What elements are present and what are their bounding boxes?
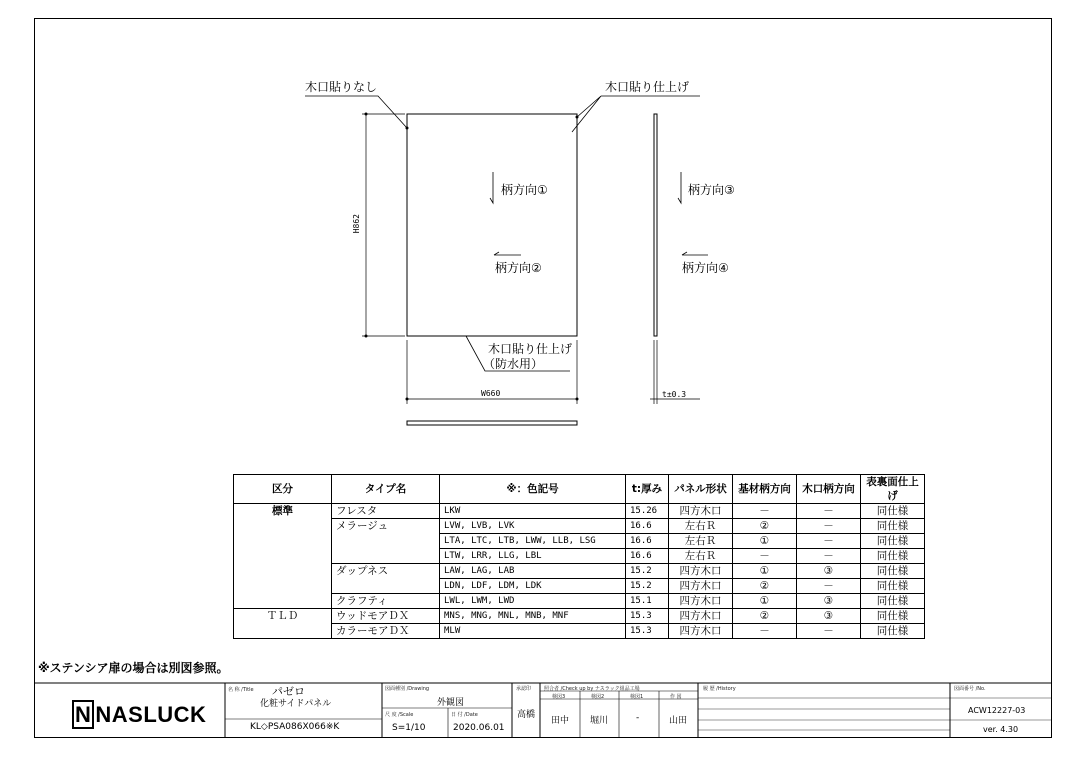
drawing-type: 外観図 — [437, 698, 465, 708]
label-waterproof: （防水用） — [483, 357, 544, 371]
grain-label-3: 柄方向③ — [688, 183, 735, 197]
scale-value: S=1/10 — [392, 723, 426, 733]
title-block: 名 称 /Title パゼロ 化粧サイドパネル KL◇PSA086X066※K 図面種別 /Drawing 外観図 尺 度 /Scale S=1/10 日 付 /Date 2020.06.01 承認印 高橋 照合者 /Check up by ナスラック組品工場 検図3 検図2 検図1 作 図 田中 堀川 - 山田 履 歴 /History 図面番号 /No. ACW12227-03 ver. 4.30 — [228, 685, 1026, 734]
label-no-edge: 木口貼りなし — [305, 80, 378, 94]
nasluck-logo: N NASLUCK — [72, 702, 206, 728]
table-row: クラフティ LWL, LWM, LWD 15.1 四方木口 ① ③ 同仕様 — [234, 594, 925, 609]
drafter: 山田 — [669, 716, 688, 726]
approver-name: 高橋 — [517, 710, 536, 720]
header-color-code: ※：色記号 — [440, 475, 626, 504]
table-row: メラージュ LVW, LVB, LVK 16.6 左右Ｒ ② － 同仕様 — [234, 519, 925, 534]
table-row: LTA, LTC, LTB, LWW, LLB, LSG 16.6 左右Ｒ ① － 同仕様 — [234, 534, 925, 549]
date-value: 2020.06.01 — [453, 723, 505, 733]
header-finish: 表裏面仕上げ — [861, 475, 925, 504]
table-row: LDN, LDF, LDM, LDK 15.2 四方木口 ② － 同仕様 — [234, 579, 925, 594]
part-number: KL◇PSA086X066※K — [250, 722, 340, 732]
label-edge-finish: 木口貼り仕上げ — [605, 80, 690, 94]
label-edge-finish-bottom: 木口貼り仕上げ — [488, 342, 573, 356]
checker-1: - — [636, 713, 640, 723]
checker-2: 堀川 — [590, 716, 609, 726]
drawing-number: ACW12227-03 — [968, 706, 1026, 715]
stencia-note: ※ステンシア扉の場合は別図参照。 — [38, 661, 229, 675]
header-base-grain: 基材柄方向 — [733, 475, 797, 504]
subtitle-text: 化粧サイドパネル — [260, 699, 332, 709]
checker-3: 田中 — [551, 716, 570, 726]
height-dimension: H862 — [352, 214, 361, 234]
width-dimension: W660 — [481, 389, 501, 398]
title-text: パゼロ — [272, 685, 305, 698]
thickness-dimension: t±0.3 — [662, 390, 687, 399]
header-edge-grain: 木口柄方向 — [797, 475, 861, 504]
table-row: ＴＬＤ ウッドモアＤＸ MNS, MNG, MNL, MNB, MNF 15.3 四方木口 ② ③ 同仕様 — [234, 609, 925, 624]
grain-label-1: 柄方向① — [501, 183, 548, 197]
header-panel-shape: パネル形状 — [669, 475, 733, 504]
header-thickness: t:厚み — [626, 475, 669, 504]
table-row: カラーモアＤＸ MLW 15.3 四方木口 － － 同仕様 — [234, 624, 925, 639]
header-type: タイプ名 — [332, 475, 440, 504]
table-row: 標準 フレスタ LKW 15.26 四方木口 － － 同仕様 — [234, 504, 925, 519]
version-number: ver. 4.30 — [983, 725, 1019, 734]
grain-label-4: 柄方向④ — [682, 261, 729, 275]
table-row: ダップネス LAW, LAG, LAB 15.2 四方木口 ① ③ 同仕様 — [234, 564, 925, 579]
grain-label-2: 柄方向② — [495, 261, 542, 275]
table-row: LTW, LRR, LLG, LBL 16.6 左右Ｒ － － 同仕様 — [234, 549, 925, 564]
header-category: 区分 — [234, 475, 332, 504]
